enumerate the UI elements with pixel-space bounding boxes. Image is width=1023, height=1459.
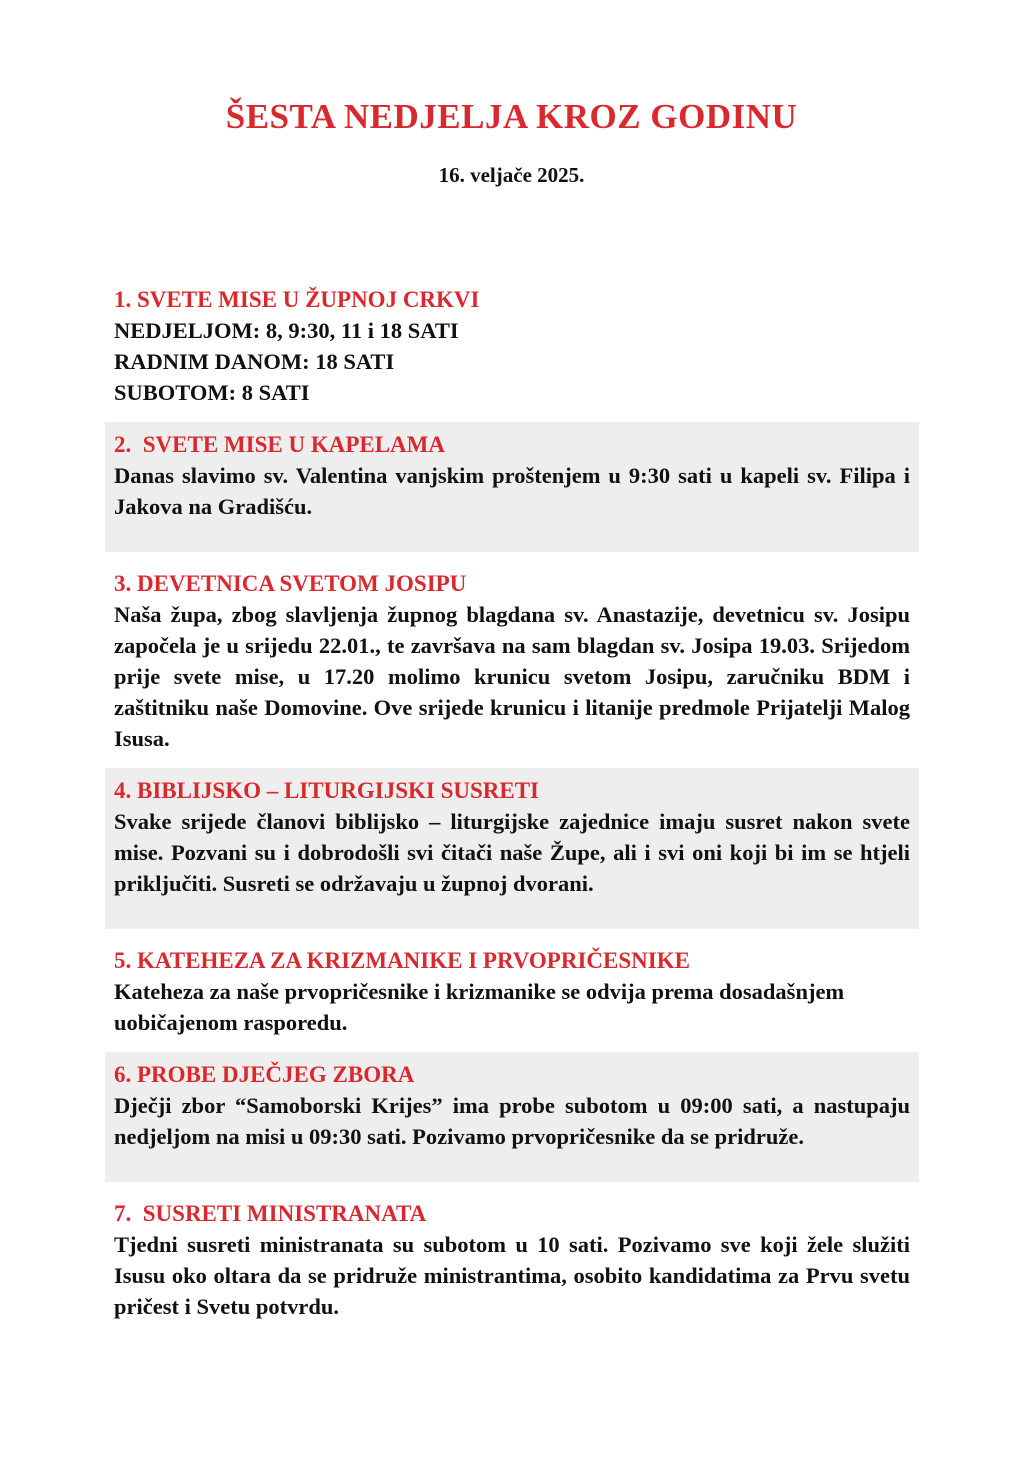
- section-body: Tjedni susreti ministranata su subotom u 10 sati. Pozivamo sve koji žele služiti Isusu oko oltara da se pridruže ministrantima, osobito kandidatima za Prvu svetu pričest i Svetu potvrdu.: [114, 1231, 910, 1319]
- section-heading: 2. SVETE MISE U KAPELAMA: [114, 431, 445, 457]
- section-body: Kateheza za naše prvopričesnike i krizmanike se odvija prema dosadašnjem uobičajenom rasporedu.: [114, 978, 845, 1035]
- section-body: Svake srijede članovi biblijsko – liturgijske zajednice imaju susret nakon svete mise. Pozvani su i dobrodošli svi čitači naše Župe, ali i svi oni koji bi im se htjeli priključiti. Susreti se održavaju u župnoj dvorani.: [114, 808, 910, 896]
- section-novena-st-joseph: [105, 568, 919, 754]
- document-date: 16. veljače 2025.: [438, 162, 585, 187]
- mass-time-weekday: RADNIM DANOM: 18 SATI: [114, 348, 395, 374]
- mass-time-saturday: SUBOTOM: 8 SATI: [114, 379, 310, 405]
- mass-time-sunday: NEDJELJOM: 8, 9:30, 11 i 18 SATI: [114, 317, 459, 343]
- section-body: Dječji zbor “Samoborski Krijes” ima probe subotom u 09:00 sati, a nastupaju nedjeljom na misi u 09:30 sati. Pozivamo prvopričesnike da se pridruže.: [114, 1092, 910, 1149]
- section-body: Naša župa, zbog slavljenja župnog blagdana sv. Anastazije, devetnicu sv. Josipu započela je u srijedu 22.01., te završava na sam blagdan sv. Josipa 19.03. Srijedom prije svete mise, u 17.20 molimo krunicu svetom Josipu, zaručniku BDM i zaštitniku naše Domovine. Ove srijede krunicu i litanije predmole Prijatelji Malog Isusa.: [114, 601, 910, 751]
- section-altar-servers: [105, 1198, 919, 1322]
- section-body: Danas slavimo sv. Valentina vanjskim proštenjem u 9:30 sati u kapeli sv. Filipa i Jakova na Gradišću.: [114, 462, 910, 519]
- section-heading: 5. KATEHEZA ZA KRIZMANIKE I PRVOPRIČESNIKE: [114, 947, 690, 973]
- section-heading: 1. SVETE MISE U ŽUPNOJ CRKVI: [114, 286, 480, 312]
- section-heading: 6. PROBE DJEČJEG ZBORA: [114, 1061, 415, 1087]
- page-title: ŠESTA NEDJELJA KROZ GODINU: [225, 97, 798, 136]
- section-catechesis: [105, 945, 919, 1038]
- section-heading: 4. BIBLIJSKO – LITURGIJSKI SUSRETI: [114, 777, 540, 803]
- section-childrens-choir: [105, 1052, 919, 1182]
- section-chapel-masses: [105, 422, 919, 552]
- section-biblical-liturgical-meetings: [105, 768, 919, 929]
- section-heading: 3. DEVETNICA SVETOM JOSIPU: [114, 570, 467, 596]
- section-heading: 7. SUSRETI MINISTRANATA: [114, 1200, 427, 1226]
- bulletin-sections: [105, 284, 919, 1322]
- section-mass-times-parish-church: [105, 284, 919, 408]
